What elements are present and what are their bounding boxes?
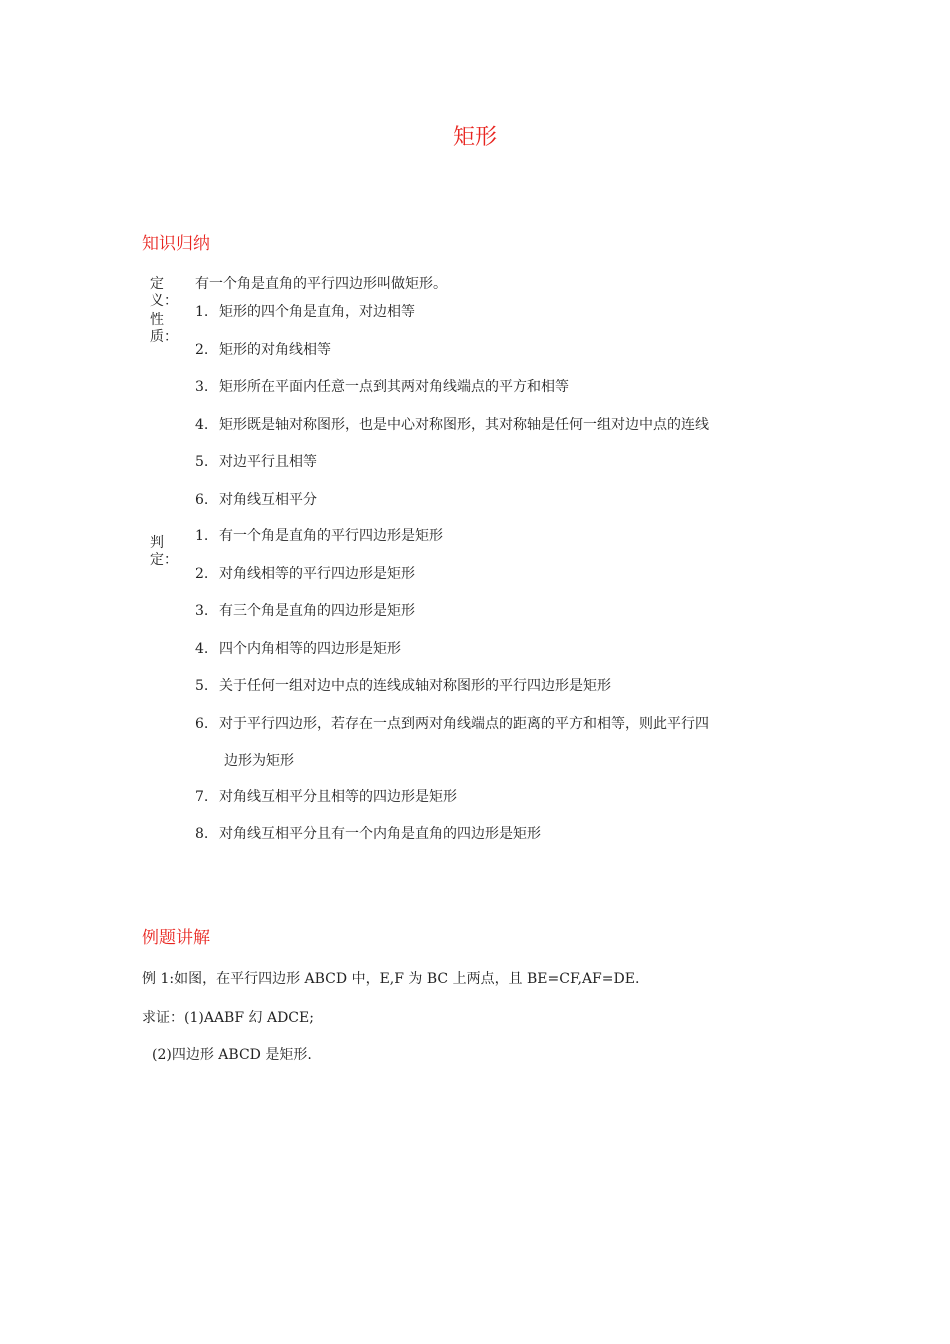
property-item (195, 490, 317, 510)
property-item (195, 340, 331, 360)
property-number: 3. (195, 379, 209, 395)
property-text: 矩形既是轴对称图形，也是中心对称图形，其对称轴是任何一组对边中点的连线 (219, 417, 709, 433)
property-number: 5. (195, 454, 209, 470)
property-text: 矩形所在平面内任意一点到其两对角线端点的平方和相等 (219, 379, 569, 395)
property-number: 4. (195, 417, 209, 433)
example-1-part-2: (2)四边形 ABCD 是矩形. (152, 1047, 312, 1063)
criterion-text: 对于平行四边形，若存在一点到两对角线端点的距离的平方和相等，则此平行四 (219, 716, 709, 732)
criterion-number: 5. (195, 678, 209, 694)
property-number: 2. (195, 342, 209, 358)
criterion-continuation (224, 751, 294, 771)
property-text: 矩形的四个角是直角，对边相等 (219, 304, 415, 320)
criterion-item (195, 564, 415, 584)
criterion-item (195, 526, 443, 546)
property-text: 对边平行且相等 (219, 454, 317, 470)
criterion-number: 3. (195, 603, 209, 619)
criterion-text: 边形为矩形 (224, 753, 294, 769)
criterion-item (195, 714, 709, 734)
criterion-number: 1. (195, 528, 209, 544)
criterion-item (195, 639, 401, 659)
criterion-text: 对角线互相平分且有一个内角是直角的四边形是矩形 (219, 826, 541, 842)
criterion-item (195, 601, 415, 621)
example-1-statement: 例 1:如图，在平行四边形 ABCD 中，E,F 为 BC 上两点，且 BE=CF,AF=DE. (142, 971, 640, 987)
property-number: 6. (195, 492, 209, 508)
property-item (195, 415, 709, 435)
criterion-text: 关于任何一组对边中点的连线成轴对称图形的平行四边形是矩形 (219, 678, 611, 694)
properties-label: 性质： (150, 312, 178, 345)
property-item (195, 452, 317, 472)
criterion-text: 四个内角相等的四边形是矩形 (219, 641, 401, 657)
criterion-number: 7. (195, 789, 209, 805)
criterion-text: 有一个角是直角的平行四边形是矩形 (219, 528, 443, 544)
criterion-number: 8. (195, 826, 209, 842)
criterion-text: 有三个角是直角的四边形是矩形 (219, 603, 415, 619)
property-text: 对角线互相平分 (219, 492, 317, 508)
property-item (195, 377, 569, 397)
criteria-label: 判定： (150, 535, 178, 568)
criterion-item (195, 787, 457, 807)
criterion-item (195, 824, 541, 844)
knowledge-heading: 知识归纳 (142, 234, 210, 254)
property-item (195, 302, 415, 322)
criterion-item (195, 676, 611, 696)
examples-heading: 例题讲解 (142, 928, 210, 948)
criterion-text: 对角线相等的平行四边形是矩形 (219, 566, 415, 582)
criterion-number: 6. (195, 716, 209, 732)
definition-label: 定义： (150, 276, 178, 309)
page-title: 矩形 (452, 125, 497, 150)
example-1-prove: 求证：(1)AABF 幻 ADCE; (142, 1010, 314, 1026)
property-text: 矩形的对角线相等 (219, 342, 331, 358)
criterion-number: 2. (195, 566, 209, 582)
criterion-text: 对角线互相平分且相等的四边形是矩形 (219, 789, 457, 805)
criterion-number: 4. (195, 641, 209, 657)
property-number: 1. (195, 304, 209, 320)
definition-text: 有一个角是直角的平行四边形叫做矩形。 (195, 276, 447, 292)
